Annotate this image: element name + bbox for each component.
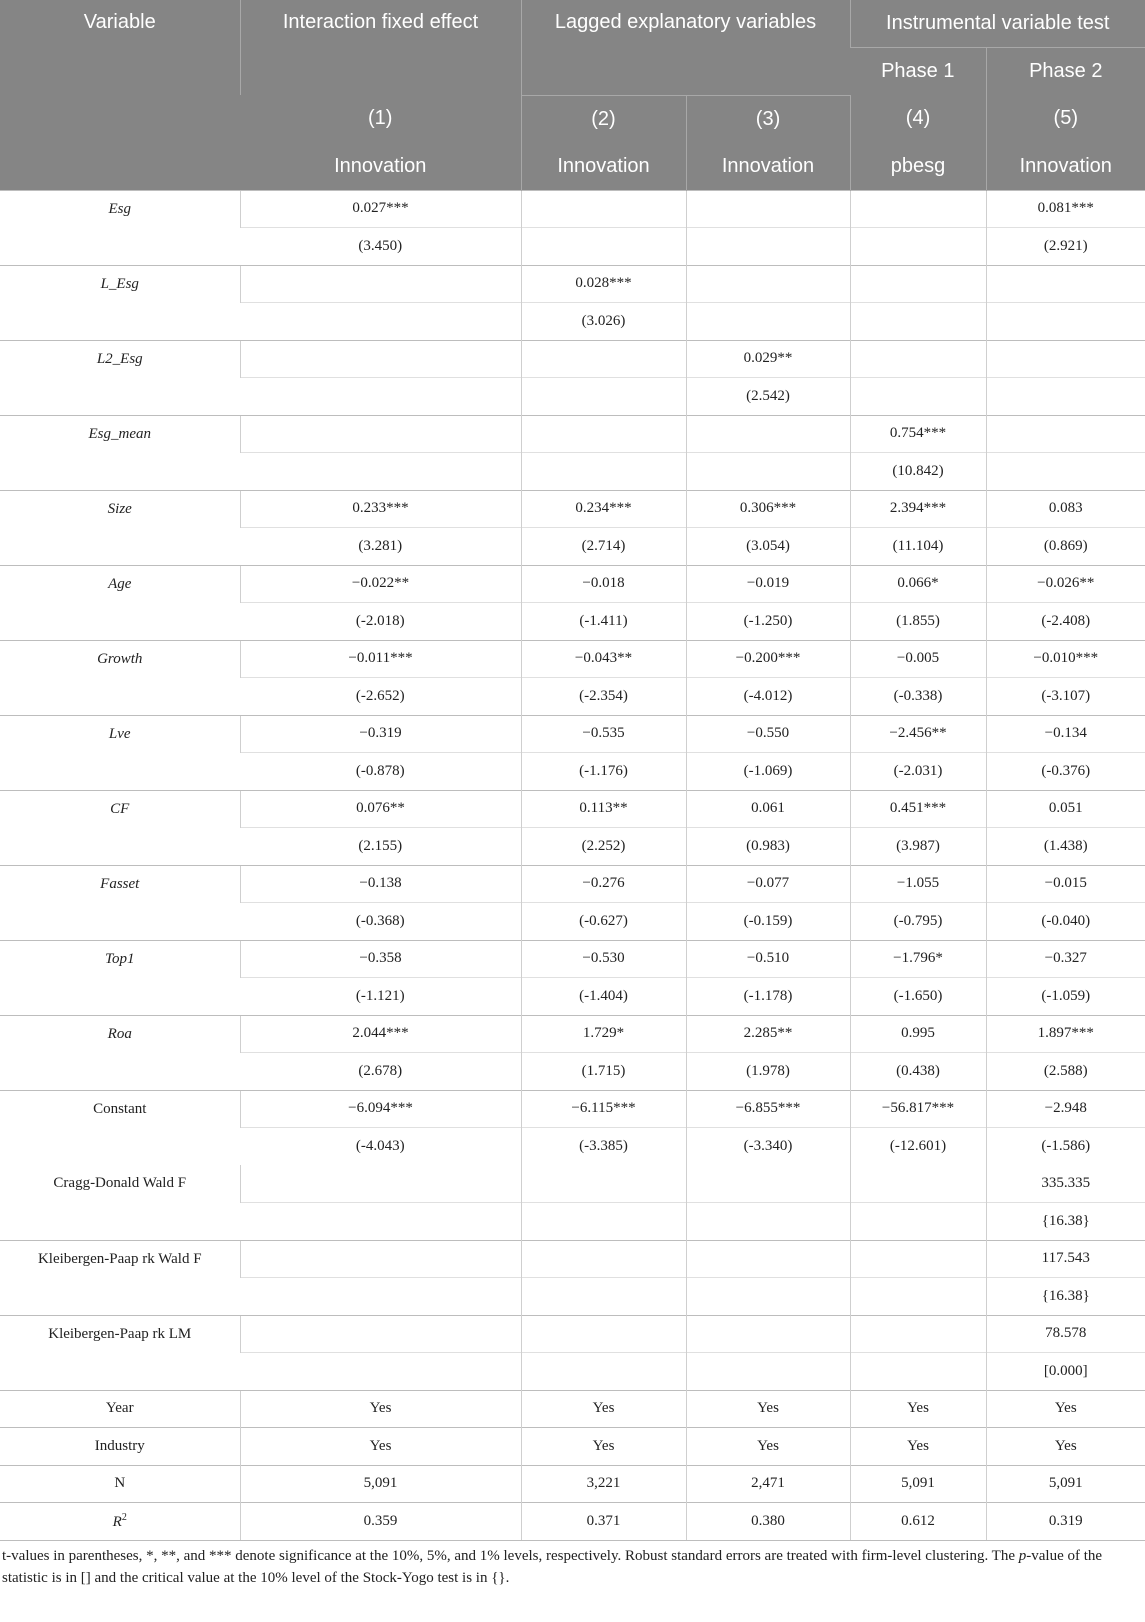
- row-label-superscript: 2: [121, 1511, 127, 1523]
- coef-cell: −0.019: [686, 565, 850, 603]
- coef-cell: −0.530: [521, 940, 686, 978]
- coef-cell: −56.817***: [850, 1090, 986, 1128]
- tvalue-cell: (2.678): [240, 1053, 521, 1091]
- coef-cell: [521, 1315, 686, 1353]
- table-row: [0, 1315, 1145, 1353]
- table-row: [0, 1090, 1145, 1128]
- coef-cell: [850, 1240, 986, 1278]
- row-label: Industry: [94, 1437, 145, 1454]
- row-label: R: [112, 1513, 122, 1530]
- row-variable-name: Esg: [0, 190, 240, 265]
- tvalue-cell: (-4.043): [240, 1128, 521, 1166]
- tvalue-cell: (-1.069): [686, 753, 850, 791]
- tvalue-cell: (11.104): [850, 528, 986, 566]
- tvalue-cell: [240, 1353, 521, 1391]
- tvalue-cell: (1.978): [686, 1053, 850, 1091]
- tvalue-cell: (-1.121): [240, 978, 521, 1016]
- header-group-instrumental-variable: Instrumental variable test: [850, 0, 1145, 48]
- coef-cell: −0.550: [686, 715, 850, 753]
- coef-cell: [686, 190, 850, 228]
- coef-cell: [986, 415, 1145, 453]
- table-row: [0, 490, 1145, 528]
- value-cell: Yes: [686, 1428, 850, 1466]
- header-col-num: (5): [986, 95, 1145, 143]
- value-cell: 0.359: [240, 1503, 521, 1541]
- tvalue-cell: (2.588): [986, 1053, 1145, 1091]
- coef-cell: −0.005: [850, 640, 986, 678]
- coef-cell: 0.451***: [850, 790, 986, 828]
- tvalue-cell: [986, 303, 1145, 341]
- coef-cell: 0.995: [850, 1015, 986, 1053]
- coef-cell: [686, 415, 850, 453]
- tvalue-cell: (2.921): [986, 228, 1145, 266]
- value-cell: 5,091: [240, 1465, 521, 1503]
- value-cell: Yes: [850, 1390, 986, 1428]
- tvalue-cell: (-0.795): [850, 903, 986, 941]
- tvalue-cell: [521, 1203, 686, 1241]
- tvalue-cell: (1.715): [521, 1053, 686, 1091]
- tvalue-cell: [686, 1353, 850, 1391]
- tvalue-cell: (-0.878): [240, 753, 521, 791]
- tvalue-cell: [521, 453, 686, 491]
- tvalue-cell: [240, 453, 521, 491]
- tvalue-cell: (1.438): [986, 828, 1145, 866]
- coef-cell: −0.011***: [240, 640, 521, 678]
- coef-cell: 0.234***: [521, 490, 686, 528]
- tvalue-cell: [521, 378, 686, 416]
- row-variable-name: Age: [0, 565, 240, 640]
- value-cell: Yes: [521, 1428, 686, 1466]
- tvalue-cell: (-1.178): [686, 978, 850, 1016]
- row-variable-name: Top1: [0, 940, 240, 1015]
- coef-cell: 2.394***: [850, 490, 986, 528]
- coef-cell: [686, 265, 850, 303]
- tvalue-cell: (3.987): [850, 828, 986, 866]
- tvalue-cell: [850, 303, 986, 341]
- coef-cell: 0.233***: [240, 490, 521, 528]
- coef-cell: 335.335: [986, 1165, 1145, 1203]
- coef-cell: 1.897***: [986, 1015, 1145, 1053]
- tvalue-cell: (0.438): [850, 1053, 986, 1091]
- coef-cell: −0.358: [240, 940, 521, 978]
- coef-cell: 0.061: [686, 790, 850, 828]
- coef-cell: 0.066*: [850, 565, 986, 603]
- value-cell: Yes: [986, 1428, 1145, 1466]
- coef-cell: 0.113**: [521, 790, 686, 828]
- table-row: [0, 865, 1145, 903]
- coef-cell: 0.028***: [521, 265, 686, 303]
- value-cell: 0.319: [986, 1503, 1145, 1541]
- coef-cell: 0.083: [986, 490, 1145, 528]
- tvalue-cell: (-0.040): [986, 903, 1145, 941]
- coef-cell: −1.055: [850, 865, 986, 903]
- tvalue-cell: (3.054): [686, 528, 850, 566]
- coef-cell: −0.018: [521, 565, 686, 603]
- table-body: [0, 190, 1145, 1540]
- coef-cell: −0.043**: [521, 640, 686, 678]
- coef-cell: −0.010***: [986, 640, 1145, 678]
- coef-cell: −0.535: [521, 715, 686, 753]
- tvalue-cell: [686, 303, 850, 341]
- tvalue-cell: (-4.012): [686, 678, 850, 716]
- value-cell: Yes: [686, 1390, 850, 1428]
- row-variable-name: Growth: [0, 640, 240, 715]
- value-cell: Yes: [521, 1390, 686, 1428]
- table-row: [0, 1240, 1145, 1278]
- tvalue-cell: (-2.018): [240, 603, 521, 641]
- tvalue-cell: (-1.411): [521, 603, 686, 641]
- table-row: [0, 565, 1145, 603]
- row-label: Year: [105, 1400, 134, 1417]
- coef-cell: [850, 340, 986, 378]
- coef-cell: [850, 265, 986, 303]
- tvalue-cell: [850, 1203, 986, 1241]
- coef-cell: 0.076**: [240, 790, 521, 828]
- coef-cell: 0.051: [986, 790, 1145, 828]
- tvalue-cell: [521, 1278, 686, 1316]
- row-variable-name: Roa: [0, 1015, 240, 1090]
- tvalue-cell: [986, 453, 1145, 491]
- row-label: N: [114, 1475, 126, 1492]
- header-col-num: (3): [686, 95, 850, 143]
- value-cell: 5,091: [986, 1465, 1145, 1503]
- tvalue-cell: (-0.368): [240, 903, 521, 941]
- table-row: [0, 265, 1145, 303]
- header-dep-var: Innovation: [240, 143, 521, 191]
- coef-cell: [850, 190, 986, 228]
- tvalue-cell: [521, 228, 686, 266]
- tvalue-cell: (-0.627): [521, 903, 686, 941]
- tvalue-cell: [686, 228, 850, 266]
- tvalue-cell: (2.252): [521, 828, 686, 866]
- row-variable-name: L_Esg: [0, 265, 240, 340]
- table-row: [0, 940, 1145, 978]
- tvalue-cell: (-0.338): [850, 678, 986, 716]
- coef-cell: [240, 415, 521, 453]
- coef-cell: −6.855***: [686, 1090, 850, 1128]
- row-variable-name: Kleibergen-Paap rk LM: [0, 1315, 240, 1390]
- value-cell: 0.380: [686, 1503, 850, 1541]
- tvalue-cell: (-1.059): [986, 978, 1145, 1016]
- tvalue-cell: (-1.404): [521, 978, 686, 1016]
- table-row: [0, 715, 1145, 753]
- tvalue-cell: [986, 378, 1145, 416]
- coef-cell: [240, 1165, 521, 1203]
- row-variable-name: Esg_mean: [0, 415, 240, 490]
- row-variable-name: L2_Esg: [0, 340, 240, 415]
- coef-cell: [240, 340, 521, 378]
- coef-cell: −0.319: [240, 715, 521, 753]
- value-cell: Yes: [240, 1428, 521, 1466]
- table-row: [0, 1503, 1145, 1541]
- coef-cell: −0.026**: [986, 565, 1145, 603]
- tvalue-cell: [240, 1203, 521, 1241]
- row-variable-name: [0, 1428, 240, 1466]
- coef-cell: [686, 1240, 850, 1278]
- coef-cell: 0.754***: [850, 415, 986, 453]
- coef-cell: −6.115***: [521, 1090, 686, 1128]
- header-col-num: (4): [850, 95, 986, 143]
- tvalue-cell: [0.000]: [986, 1353, 1145, 1391]
- tvalue-cell: (-3.107): [986, 678, 1145, 716]
- table-row: [0, 1390, 1145, 1428]
- header-dep-var: Innovation: [986, 143, 1145, 191]
- coef-cell: 2.044***: [240, 1015, 521, 1053]
- tvalue-cell: [240, 303, 521, 341]
- coef-cell: 0.029**: [686, 340, 850, 378]
- coef-cell: [521, 1240, 686, 1278]
- tvalue-cell: [240, 378, 521, 416]
- tvalue-cell: (2.542): [686, 378, 850, 416]
- value-cell: 2,471: [686, 1465, 850, 1503]
- tvalue-cell: [686, 1203, 850, 1241]
- table-row: [0, 415, 1145, 453]
- row-variable-name: [0, 1390, 240, 1428]
- table-footnote: [0, 1541, 1142, 1589]
- tvalue-cell: (-2.408): [986, 603, 1145, 641]
- table-row: [0, 640, 1145, 678]
- header-phase-1: Phase 1: [850, 48, 986, 96]
- row-variable-name: [0, 1465, 240, 1503]
- tvalue-cell: (3.281): [240, 528, 521, 566]
- header-col-num: (1): [240, 95, 521, 143]
- tvalue-cell: (-12.601): [850, 1128, 986, 1166]
- coef-cell: [240, 1240, 521, 1278]
- coef-cell: [240, 1315, 521, 1353]
- value-cell: 3,221: [521, 1465, 686, 1503]
- coef-cell: 0.081***: [986, 190, 1145, 228]
- table-row: [0, 1165, 1145, 1203]
- tvalue-cell: [686, 1278, 850, 1316]
- coef-cell: −0.134: [986, 715, 1145, 753]
- table-row: [0, 190, 1145, 228]
- tvalue-cell: [850, 378, 986, 416]
- coef-cell: −0.015: [986, 865, 1145, 903]
- tvalue-cell: (1.855): [850, 603, 986, 641]
- header-group-lagged-explanatory: Lagged explanatory variables: [521, 0, 850, 95]
- tvalue-cell: (-3.385): [521, 1128, 686, 1166]
- header-group-interaction-fixed-effect: Interaction fixed effect: [240, 0, 521, 95]
- coef-cell: −0.276: [521, 865, 686, 903]
- coef-cell: [521, 190, 686, 228]
- coef-cell: −0.327: [986, 940, 1145, 978]
- tvalue-cell: (-1.586): [986, 1128, 1145, 1166]
- footnote-text-2: -value of the statistic is in [] and the critical value at the 10% level of the Stock-Yogo test is in {}.: [2, 1547, 1103, 1586]
- tvalue-cell: (-2.031): [850, 753, 986, 791]
- coef-cell: 117.543: [986, 1240, 1145, 1278]
- table-header: [0, 0, 1145, 190]
- footnote-text-1: t-values in parentheses, *, **, and *** denote significance at the 10%, 5%, and 1% levels, respectively. Robust standard errors are treated with firm-level clustering. The: [2, 1547, 1019, 1564]
- coef-cell: −1.796*: [850, 940, 986, 978]
- coef-cell: [850, 1315, 986, 1353]
- tvalue-cell: (10.842): [850, 453, 986, 491]
- value-cell: 0.612: [850, 1503, 986, 1541]
- tvalue-cell: (0.869): [986, 528, 1145, 566]
- coef-cell: 0.306***: [686, 490, 850, 528]
- tvalue-cell: (0.983): [686, 828, 850, 866]
- tvalue-cell: (2.155): [240, 828, 521, 866]
- table-row: [0, 340, 1145, 378]
- value-cell: 0.371: [521, 1503, 686, 1541]
- row-variable-name: Size: [0, 490, 240, 565]
- row-variable-name: Constant: [0, 1090, 240, 1165]
- tvalue-cell: [850, 1353, 986, 1391]
- tvalue-cell: [850, 1278, 986, 1316]
- coef-cell: −0.022**: [240, 565, 521, 603]
- tvalue-cell: [850, 228, 986, 266]
- coef-cell: [521, 340, 686, 378]
- tvalue-cell: (-0.159): [686, 903, 850, 941]
- coef-cell: −2.456**: [850, 715, 986, 753]
- table-row: [0, 1428, 1145, 1466]
- value-cell: Yes: [986, 1390, 1145, 1428]
- coef-cell: 78.578: [986, 1315, 1145, 1353]
- tvalue-cell: (3.450): [240, 228, 521, 266]
- table-row: [0, 790, 1145, 828]
- value-cell: Yes: [240, 1390, 521, 1428]
- row-variable-name: Kleibergen-Paap rk Wald F: [0, 1240, 240, 1315]
- coef-cell: −0.200***: [686, 640, 850, 678]
- header-variable: Variable: [0, 0, 240, 190]
- table-row: [0, 1465, 1145, 1503]
- coef-cell: −2.948: [986, 1090, 1145, 1128]
- header-dep-var: Innovation: [686, 143, 850, 191]
- coef-cell: −0.077: [686, 865, 850, 903]
- row-variable-name: CF: [0, 790, 240, 865]
- coef-cell: [986, 340, 1145, 378]
- tvalue-cell: (-1.650): [850, 978, 986, 1016]
- tvalue-cell: [521, 1353, 686, 1391]
- header-phase-2: Phase 2: [986, 48, 1145, 96]
- coef-cell: [686, 1165, 850, 1203]
- coef-cell: [986, 265, 1145, 303]
- value-cell: 5,091: [850, 1465, 986, 1503]
- coef-cell: 1.729*: [521, 1015, 686, 1053]
- row-variable-name: Cragg-Donald Wald F: [53, 1175, 187, 1191]
- coef-cell: [240, 265, 521, 303]
- coef-cell: 2.285**: [686, 1015, 850, 1053]
- coef-cell: [521, 415, 686, 453]
- row-variable-name: Fasset: [0, 865, 240, 940]
- tvalue-cell: (-0.376): [986, 753, 1145, 791]
- header-dep-var: pbesg: [850, 143, 986, 191]
- coef-cell: 0.027***: [240, 190, 521, 228]
- row-variable-name: Lve: [0, 715, 240, 790]
- coef-cell: [521, 1165, 686, 1203]
- header-dep-var: Innovation: [521, 143, 686, 191]
- tvalue-cell: [240, 1278, 521, 1316]
- tvalue-cell: {16.38}: [986, 1278, 1145, 1316]
- tvalue-cell: {16.38}: [986, 1203, 1145, 1241]
- tvalue-cell: (-3.340): [686, 1128, 850, 1166]
- coef-cell: [686, 1315, 850, 1353]
- tvalue-cell: (2.714): [521, 528, 686, 566]
- tvalue-cell: (-1.176): [521, 753, 686, 791]
- coef-cell: −0.138: [240, 865, 521, 903]
- header-col-num: (2): [521, 95, 686, 143]
- tvalue-cell: [686, 453, 850, 491]
- footnote-p-italic: p: [1018, 1547, 1027, 1564]
- tvalue-cell: (-1.250): [686, 603, 850, 641]
- coef-cell: −0.510: [686, 940, 850, 978]
- row-variable-name: [0, 1503, 240, 1541]
- tvalue-cell: (-2.354): [521, 678, 686, 716]
- tvalue-cell: (-2.652): [240, 678, 521, 716]
- tvalue-cell: (3.026): [521, 303, 686, 341]
- value-cell: Yes: [850, 1428, 986, 1466]
- coef-cell: −6.094***: [240, 1090, 521, 1128]
- coef-cell: [850, 1165, 986, 1203]
- table-row: [0, 1015, 1145, 1053]
